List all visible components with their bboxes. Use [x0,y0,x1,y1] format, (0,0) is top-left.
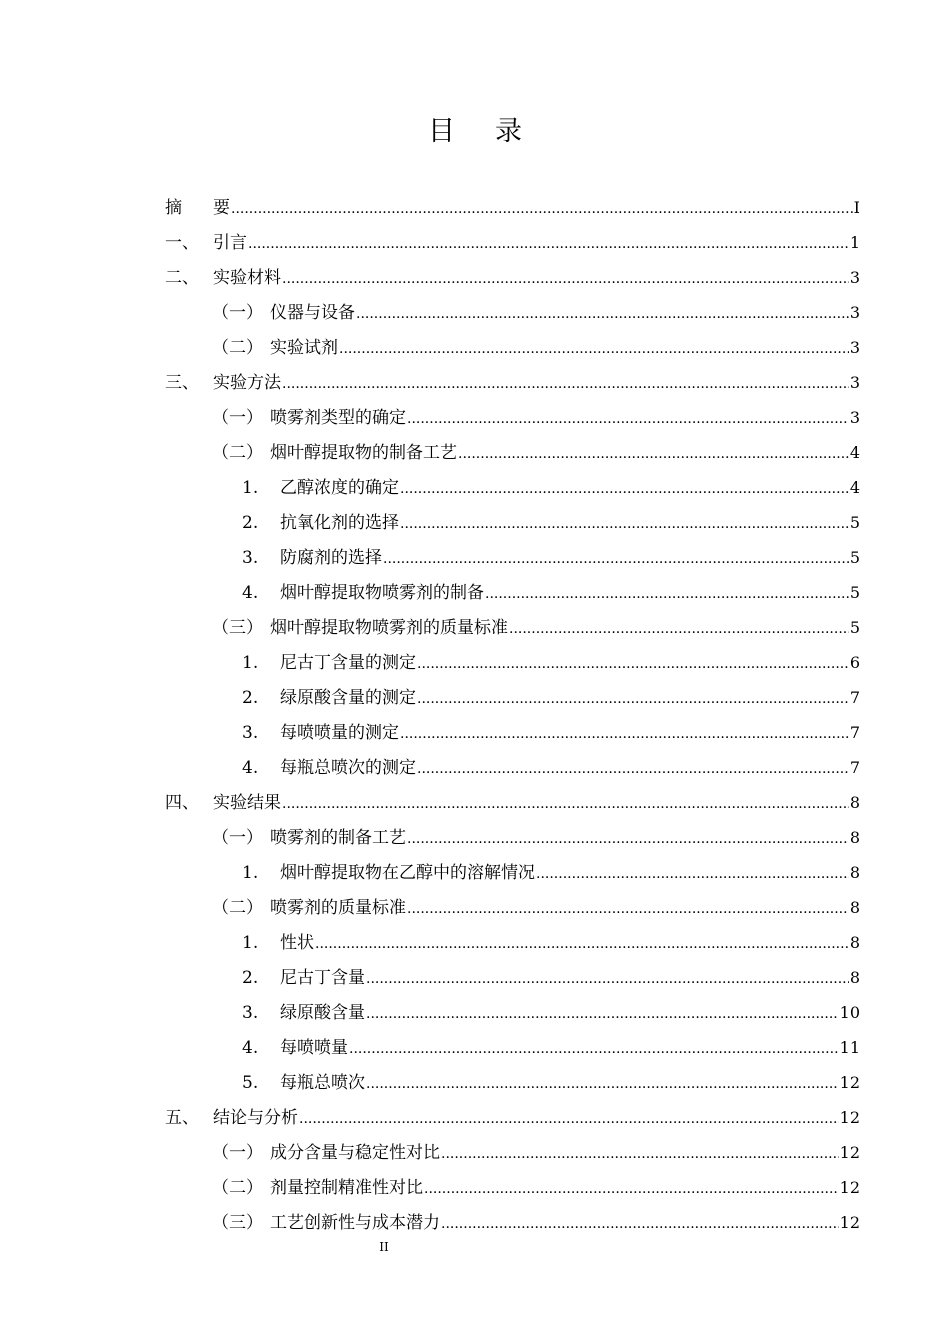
toc-entry[interactable] [242,925,860,960]
toc-entry[interactable] [212,610,860,645]
toc-entry-label: 烟叶醇提取物在乙醇中的溶解情况 [280,863,535,883]
toc-entry-page: 8 [849,793,860,812]
toc-entry-page: 12 [839,1213,860,1232]
toc-entry-label: 实验试剂 [270,338,338,358]
toc-entry-label: 工艺创新性与成本潜力 [270,1213,440,1233]
toc-entry[interactable] [242,855,860,890]
toc-dot-leader [282,787,849,820]
toc-entry-page: 7 [849,723,860,742]
toc-entry-label: 尼古丁含量的测定 [280,653,416,673]
toc-entry-number: 3. [242,1003,259,1023]
toc-entry-number: （一） [212,408,263,428]
toc-entry[interactable] [242,750,860,785]
toc-entry-page: 7 [849,758,860,777]
toc-entry-label: 成分含量与稳定性对比 [270,1143,440,1163]
toc-entry-label: 引言 [213,233,247,253]
toc-entry-page: 4 [849,478,860,497]
toc-entry[interactable] [242,505,860,540]
toc-entry-label: 烟叶醇提取物喷雾剂的质量标准 [270,618,508,638]
toc-entry-label: 每瓶总喷次的测定 [280,758,416,778]
toc-entry-label: 实验材料 [213,268,281,288]
toc-entry-page: 3 [849,268,860,287]
toc-entry-page: 3 [849,338,860,357]
toc-entry-number: 四、 [165,793,199,813]
toc-entry-number: （二） [212,1178,263,1198]
toc-entry-number: 1. [242,933,259,953]
toc-entry-number: 2. [242,688,259,708]
toc-entry-page: 8 [849,898,860,917]
toc-entry-label: 实验方法 [213,373,281,393]
toc-entry-number: 5. [242,1073,259,1093]
toc-entry-page: 4 [849,443,860,462]
toc-entry-label: 剂量控制精准性对比 [270,1178,423,1198]
toc-dot-leader [231,192,853,225]
toc-dot-leader [407,402,849,435]
toc-entry[interactable] [242,1030,860,1065]
toc-entry[interactable] [242,1065,860,1100]
toc-entry-page: I [853,198,860,217]
toc-entry[interactable] [242,540,860,575]
toc-entry-page: 8 [849,968,860,987]
toc-dot-leader [424,1172,839,1205]
toc-entry-label: 实验结果 [213,793,281,813]
toc-entry-label: 结论与分析 [213,1108,298,1128]
toc-entry-page: 8 [849,828,860,847]
toc-entry-page: 5 [849,583,860,602]
toc-dot-leader [282,367,849,400]
toc-entry-label: 喷雾剂类型的确定 [270,408,406,428]
toc-dot-leader [485,577,849,610]
toc-entry-page: 3 [849,408,860,427]
toc-entry-label: 乙醇浓度的确定 [280,478,399,498]
footer-page-number: II [379,1240,389,1254]
toc-dot-leader [366,1067,839,1100]
toc-entry[interactable] [242,715,860,750]
toc-entry-label: 绿原酸含量 [280,1003,365,1023]
toc-entry[interactable] [212,820,860,855]
toc-entry-page: 6 [849,653,860,672]
toc-entry-page: 12 [839,1108,860,1127]
toc-entry-label: 每瓶总喷次 [280,1073,365,1093]
toc-dot-leader [282,262,849,295]
toc-entry-page: 11 [839,1038,860,1057]
toc-dot-leader [400,717,849,750]
toc-dot-leader [441,1137,839,1170]
toc-entry-label: 喷雾剂的制备工艺 [270,828,406,848]
toc-entry-number: 1. [242,653,259,673]
toc-dot-leader [299,1102,839,1135]
toc-entry-page: 5 [849,548,860,567]
toc-entry-label: 尼古丁含量 [280,968,365,988]
toc-entry-number: （二） [212,443,263,463]
toc-entry-page: 3 [849,373,860,392]
toc-entry-number: 二、 [165,268,199,288]
toc-dot-leader [441,1207,839,1240]
toc-dot-leader [366,997,839,1030]
toc-entry-label: 抗氧化剂的选择 [280,513,399,533]
toc-entry-label: 烟叶醇提取物的制备工艺 [270,443,457,463]
toc-entry-label: 每喷喷量的测定 [280,723,399,743]
toc-entry-number: 3. [242,723,259,743]
toc-entry-page: 10 [839,1003,860,1022]
toc-entry[interactable] [165,260,860,295]
toc-entry[interactable] [242,645,860,680]
toc-entry[interactable] [212,400,860,435]
toc-entry-number: 五、 [165,1108,199,1128]
toc-entry-page: 5 [849,618,860,637]
toc-entry-label: 喷雾剂的质量标准 [270,898,406,918]
toc-entry-page: 5 [849,513,860,532]
toc-entry-page: 7 [849,688,860,707]
toc-entry-number: 摘 [165,198,182,218]
toc-entry[interactable] [242,960,860,995]
toc-entry[interactable] [165,225,860,260]
toc-entry-page: 3 [849,303,860,322]
toc-entry[interactable] [212,1205,860,1240]
toc-entry-number: （一） [212,828,263,848]
toc-entry-label: 防腐剂的选择 [280,548,382,568]
toc-dot-leader [417,752,849,785]
toc-entry-number: 4. [242,583,259,603]
toc-entry-page: 8 [849,933,860,952]
toc-entry-page: 8 [849,863,860,882]
toc-entry-label: 绿原酸含量的测定 [280,688,416,708]
toc-dot-leader [339,332,849,365]
toc-dot-leader [356,297,849,330]
toc-dot-leader [407,822,849,855]
toc-entry-number: （三） [212,618,263,638]
toc-entry[interactable] [242,470,860,505]
toc-dot-leader [458,437,849,470]
toc-entry[interactable] [165,190,860,225]
toc-dot-leader [400,472,849,505]
toc-dot-leader [536,857,849,890]
toc-dot-leader [417,682,849,715]
toc-dot-leader [407,892,849,925]
toc-entry-page: 12 [839,1178,860,1197]
toc-entry[interactable] [165,1100,860,1135]
toc-entry[interactable] [165,365,860,400]
toc-entry-number: 一、 [165,233,199,253]
toc-entry[interactable] [212,1135,860,1170]
toc-entry-label: 烟叶醇提取物喷雾剂的制备 [280,583,484,603]
toc-entry-number: （一） [212,1143,263,1163]
toc-entry[interactable] [242,575,860,610]
toc-entry[interactable] [212,295,860,330]
toc-entry[interactable] [212,330,860,365]
toc-entry-page: 12 [839,1143,860,1162]
toc-dot-leader [417,647,849,680]
toc-dot-leader [366,962,849,995]
toc-entry-number: 2. [242,968,259,988]
toc-entry-page: 1 [849,233,860,252]
toc-dot-leader [349,1032,839,1065]
toc-entry-label: 要 [213,198,230,218]
page-title [0,112,950,152]
toc-entry-number: 1. [242,863,259,883]
toc-entry-label: 性状 [280,933,314,953]
toc-entry-number: 1. [242,478,259,498]
toc-entry-page: 12 [839,1073,860,1092]
toc-entry-number: （二） [212,898,263,918]
toc-entry[interactable] [212,435,860,470]
toc-entry-number: （一） [212,303,263,323]
toc-entry-label: 每喷喷量 [280,1038,348,1058]
toc-dot-leader [509,612,849,645]
page-title-char-1: 目 [428,116,455,147]
toc-entry-label: 仪器与设备 [270,303,355,323]
toc-entry-number: 3. [242,548,259,568]
toc-entry[interactable] [242,995,860,1030]
toc-entry-number: 2. [242,513,259,533]
toc-entry[interactable] [165,785,860,820]
page-title-char-2: 录 [495,116,522,147]
toc-entry[interactable] [242,680,860,715]
toc-dot-leader [383,542,849,575]
toc-entry-number: 三、 [165,373,199,393]
toc-entry[interactable] [212,1170,860,1205]
toc-dot-leader [315,927,849,960]
toc-entry[interactable] [212,890,860,925]
toc-dot-leader [400,507,849,540]
toc-entry-number: 4. [242,758,259,778]
toc-entry-number: 4. [242,1038,259,1058]
toc-dot-leader [248,227,849,260]
toc-entry-number: （三） [212,1213,263,1233]
toc-entry-number: （二） [212,338,263,358]
